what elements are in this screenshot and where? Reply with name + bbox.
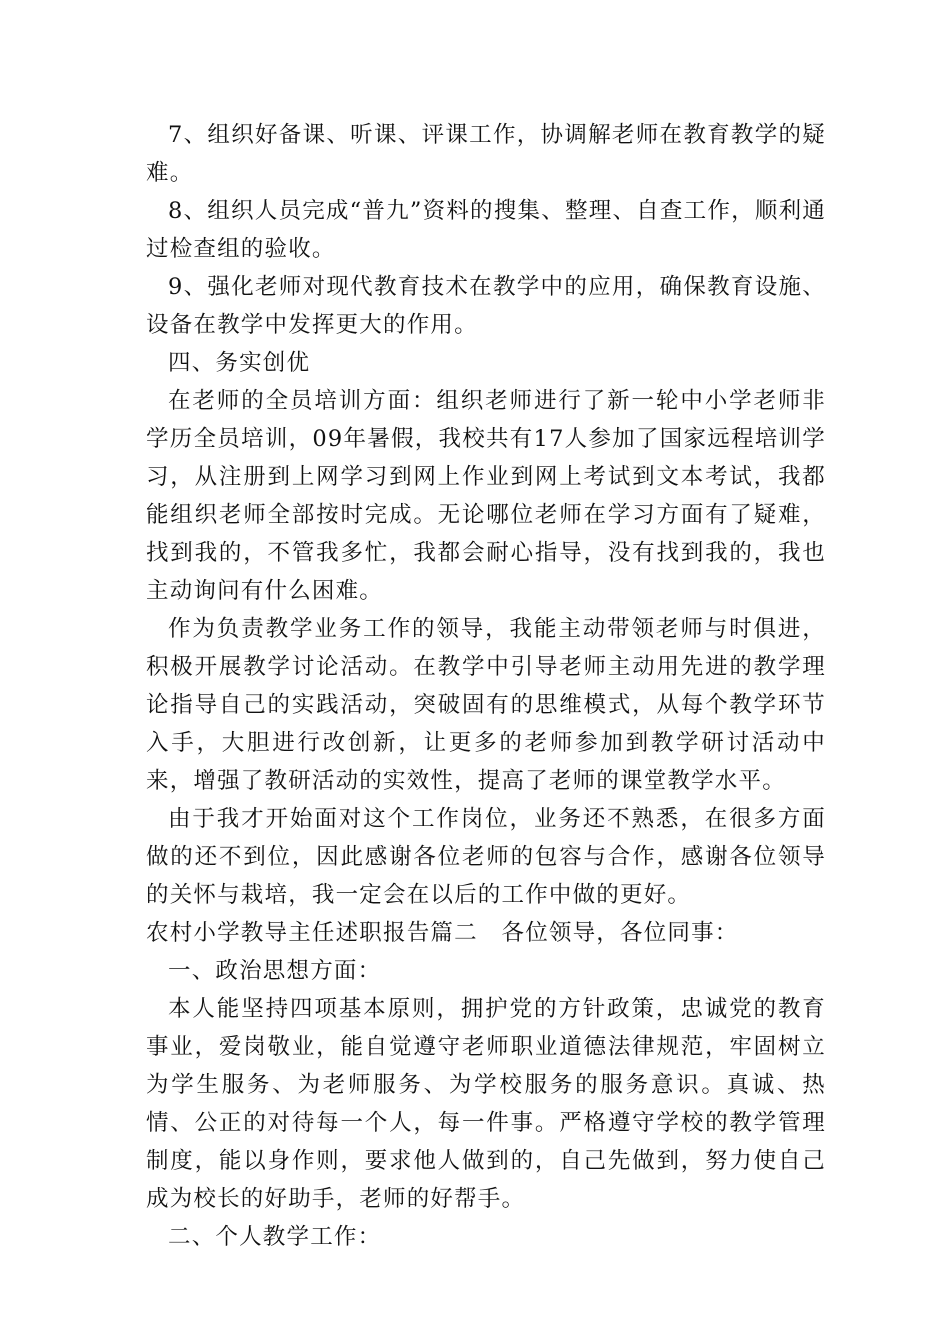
list-item-8: 8、组织人员完成“普九”资料的搜集、整理、自查工作，顺利通过检查组的验收。 <box>146 198 826 262</box>
section-heading-politics: 一、政治思想方面： <box>168 958 382 984</box>
body-paragraph-leadership: 作为负责教学业务工作的领导，我能主动带领老师与时俱进，积极开展教学讨论活动。在教学中引导老师主动用先进的教学理论指导自己的实践活动，突破固有的思维模式，从每个教学环节入手，大胆进行改创新，让更多的老师参加到教学研讨活动中来，增强了教研活动的实效性，提高了老师的课堂教学水平。 <box>146 616 826 794</box>
list-item-7: 7、组织好备课、听课、评课工作，协调解老师在教育教学的疑难。 <box>146 122 826 186</box>
section-heading-4: 四、务实创优 <box>168 350 311 376</box>
body-paragraph-politics: 本人能坚持四项基本原则，拥护党的方针政策，忠诚党的教育事业，爱岗敬业，能自觉遵守老师职业道德法律规范，牢固树立为学生服务、为老师服务、为学校服务的服务意识。真诚、热情、公正的对待每一个人，每一件事。严格遵守学校的教学管理制度，能以身作则，要求他人做到的，自己先做到，努力使自己成为校长的好助手，老师的好帮手。 <box>146 996 826 1212</box>
body-paragraph-training: 在老师的全员培训方面：组织老师进行了新一轮中小学老师非学历全员培训，09年暑假，我校共有17人参加了国家远程培训学习，从注册到上网学习到网上作业到网上考试到文本考试，我都能组织老师全部按时完成。无论哪位老师在学习方面有了疑难，找到我的，不管我多忙，我都会耐心指导，没有找到我的，我也主动询问有什么困难。 <box>146 388 826 604</box>
list-item-9: 9、强化老师对现代教育技术在教学中的应用，确保教育设施、设备在教学中发挥更大的作用。 <box>146 274 826 338</box>
section-heading-teaching: 二、个人教学工作： <box>168 1224 382 1250</box>
body-paragraph-thanks: 由于我才开始面对这个工作岗位，业务还不熟悉，在很多方面做的还不到位，因此感谢各位老师的包容与合作，感谢各位领导的关怀与栽培，我一定会在以后的工作中做的更好。 <box>146 806 826 908</box>
report-title-part-two: 农村小学教导主任述职报告篇二 各位领导，各位同事： <box>146 920 739 946</box>
document-body <box>146 116 826 1256</box>
